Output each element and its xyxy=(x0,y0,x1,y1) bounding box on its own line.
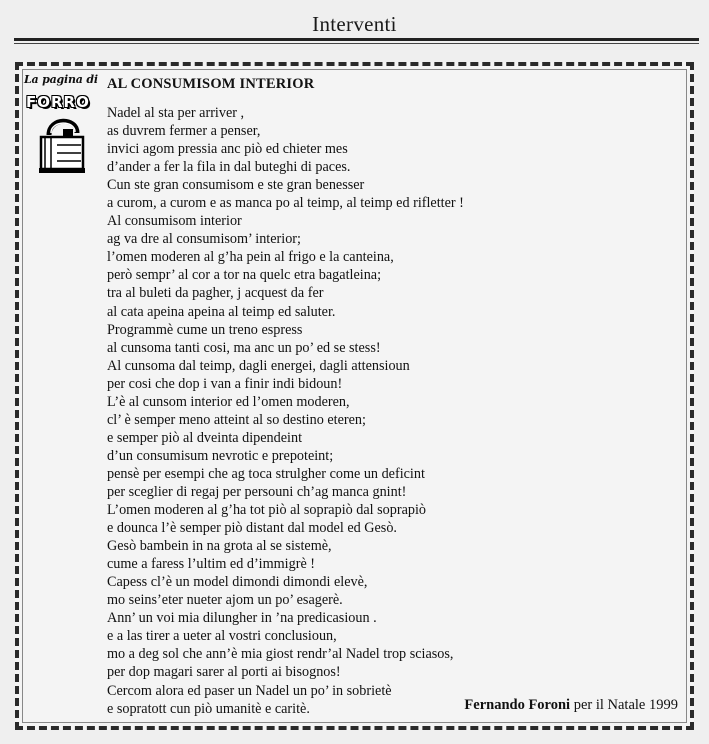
poem-line: per sceglier di regaj per persouni ch’ag manca gnint! xyxy=(107,483,407,500)
poem-body xyxy=(107,104,677,718)
poem-line: al cunsoma tanti cosi, ma anc un po’ ed se stess! xyxy=(107,339,381,356)
poem-line: Al cunsoma dal teimp, dagli energei, dagli attensioun xyxy=(107,357,410,374)
poem-line: as duvrem fermer a penser, xyxy=(107,123,261,140)
page-header xyxy=(0,0,709,44)
poem-line: mo seins’eter nueter ajom un po’ esagerè. xyxy=(107,592,343,609)
logo-caption: La pagina di xyxy=(24,73,98,86)
poem-line: e semper piò al dveinta dipendeint xyxy=(107,429,303,446)
poem-line: Programmè cume un treno espress xyxy=(107,321,303,338)
article-frame xyxy=(15,62,694,730)
poem-line: Capess cl’è un model dimondi dimondi elevè, xyxy=(107,574,368,591)
flat-iron-icon xyxy=(37,111,87,175)
poem-line: Al consumisom interior xyxy=(107,213,242,230)
signature xyxy=(464,697,678,714)
poem-line: pensè per esempi che ag toca strulgher come un deficint xyxy=(107,465,425,482)
poem-line: Gesò bambein in na grota al se sistemè, xyxy=(107,538,332,555)
poem-line: Ann’ un voi mia dilungher in ’na predicasioun . xyxy=(107,610,377,627)
logo-name: FORRO xyxy=(26,93,90,111)
signature-suffix: per il Natale 1999 xyxy=(570,697,678,713)
header-rule-thin xyxy=(14,43,699,44)
poem-line: Nadel al sta per arriver , xyxy=(107,105,245,121)
poem-line: per cosi che dop i van a finir indi bidoun! xyxy=(107,375,343,392)
signature-author: Fernando Foroni xyxy=(464,697,571,713)
poem-line: tra al buleti da pagher, j acquest da fer xyxy=(107,285,324,302)
poem-line: mo a deg sol che ann’è mia giost rendr’al Nadel trop sciasos, xyxy=(107,646,454,663)
poem-line: L’omen moderen al g’ha tot piò al soprapiò dal soprapiò xyxy=(107,502,427,519)
poem-line: al cata apeina apeina al teimp ed saluter. xyxy=(107,303,336,320)
poem-line: però sempr’ al cor a tor na quelc etra bagatleina; xyxy=(107,267,382,284)
poem-line: invici agom pressia anc piò ed chieter mes xyxy=(107,141,348,158)
poem-title: AL CONSUMISOM INTERIOR xyxy=(107,76,315,92)
section-title: Interventi xyxy=(312,12,397,36)
poem-line: l’omen moderen al g’ha pein al frigo e la canteina, xyxy=(107,249,394,266)
poem-line: L’è al cunsom interior ed l’omen moderen, xyxy=(107,393,350,410)
poem-line: e a las tirer a ueter al vostri conclusioun, xyxy=(107,628,337,645)
poem-line: ag va dre al consumisom’ interior; xyxy=(107,231,301,248)
poem-line: e sopratott cun piò umanitè e caritè. xyxy=(107,700,310,717)
poem-line: Cercom alora ed paser un Nadel un po’ in sobrietè xyxy=(107,682,392,699)
poem-line: Cun ste gran consumisom e ste gran benesser xyxy=(107,177,365,194)
poem-line: e dounca l’è semper piò distant dal model ed Gesò. xyxy=(107,520,397,537)
poem-line: d’ander a fer la fila in dal buteghi di paces. xyxy=(107,159,351,176)
poem-line: per dop magari sarer al porti ai bisognos! xyxy=(107,664,341,681)
column-logo xyxy=(24,71,104,181)
poem-line: d’un consumisum nevrotic e prepoteint; xyxy=(107,447,334,464)
poem-line: a curom, a curom e as manca po al teimp, al teimp ed rifletter ! xyxy=(107,195,464,212)
poem-line: cume a faress l’ultim ed d’immigrè ! xyxy=(107,556,316,573)
header-rule-thick xyxy=(14,38,699,41)
poem-line: cl’ è semper meno atteint al so destino eteren; xyxy=(107,411,366,428)
